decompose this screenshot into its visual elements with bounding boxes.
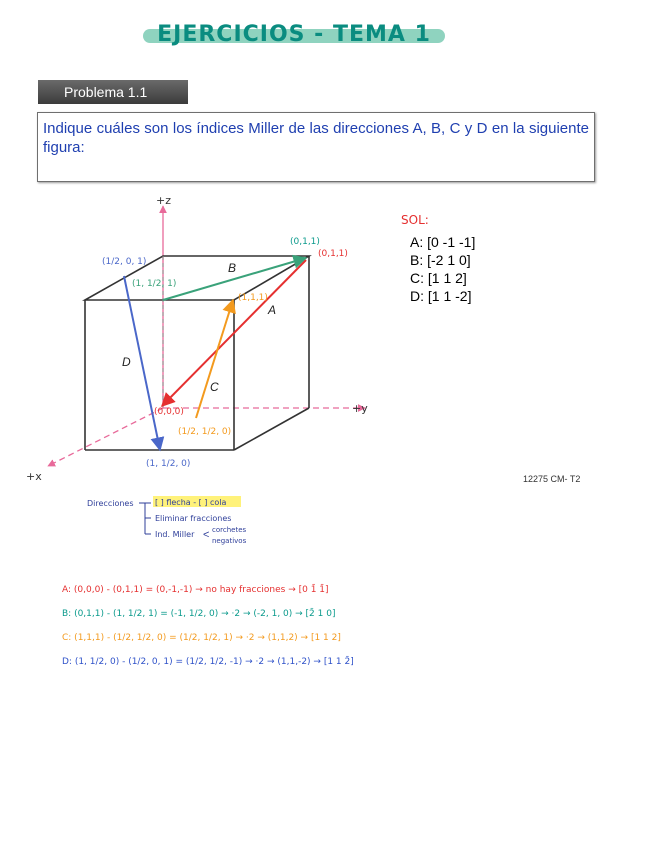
point-top-right-red-label: (0,1,1) (318, 249, 348, 259)
calculation-a: A: (0,0,0) - (0,1,1) = (0,-1,-1) → no hay fracciones → [0 1̄ 1̄] (62, 585, 329, 595)
vector-a-label: A (268, 303, 277, 317)
page-title: EJERCICIOS - TEMA 1 (157, 22, 431, 47)
title-banner (143, 22, 445, 48)
point-mid-label: (1,1,1) (238, 293, 268, 303)
cube (85, 256, 309, 450)
notes-branch-3: Ind. Miller (155, 530, 195, 539)
cube-figure (20, 190, 400, 490)
notes-branch-2: Eliminar fracciones (155, 514, 232, 523)
point-bottom-label: (1, 1/2, 0) (146, 459, 191, 469)
notes-option-2: negativos (212, 537, 247, 545)
problem-tab: Problema 1.1 (38, 80, 188, 104)
calculation-c: C: (1,1,1) - (1/2, 1/2, 0) = (1/2, 1/2, 1) → ·2 → (1,1,2) → [1 1 2] (62, 633, 341, 643)
answer-d: D: [1 1 -2] (410, 288, 472, 304)
point-base-mid-label: (1/2, 1/2, 0) (178, 427, 232, 437)
reference-code: 12275 CM- T2 (523, 474, 581, 484)
point-top-mid-label: (1, 1/2, 1) (132, 279, 177, 289)
point-top-left-label: (1/2, 0, 1) (102, 257, 147, 267)
solution-label: SOL: (401, 213, 429, 227)
answer-c: C: [1 1 2] (410, 270, 467, 286)
point-origin-label: (0,0,0) (154, 407, 184, 417)
answer-a: A: [0 -1 -1] (410, 234, 476, 250)
svg-text:<: < (203, 529, 210, 541)
axis-z-label: +z (156, 194, 171, 207)
problem-statement: Indique cuáles son los índices Miller de las direcciones A, B, C y D en la siguiente figura: (37, 112, 595, 182)
notes-option-1: corchetes (212, 526, 247, 534)
vector-d-label: D (122, 355, 131, 369)
axis-x-label: +x (26, 470, 42, 483)
calculation-d: D: (1, 1/2, 0) - (1/2, 0, 1) = (1/2, 1/2, -1) → ·2 → (1,1,-2) → [1 1 2̄] (62, 657, 354, 667)
notes-branch-1: [ ] flecha - [ ] cola (155, 498, 227, 507)
answer-b: B: [-2 1 0] (410, 252, 471, 268)
calculation-b: B: (0,1,1) - (1, 1/2, 1) = (-1, 1/2, 0) → ·2 → (-2, 1, 0) → [2̄ 1 0] (62, 609, 336, 619)
axis-y-label: +y (352, 402, 368, 415)
vector-c (196, 300, 233, 418)
notes-root: Direcciones (87, 499, 134, 508)
vector-b-label: B (228, 261, 237, 275)
vector-c-label: C (210, 380, 219, 394)
point-top-right-teal-label: (0,1,1) (290, 237, 320, 247)
notes-diagram (85, 490, 305, 560)
